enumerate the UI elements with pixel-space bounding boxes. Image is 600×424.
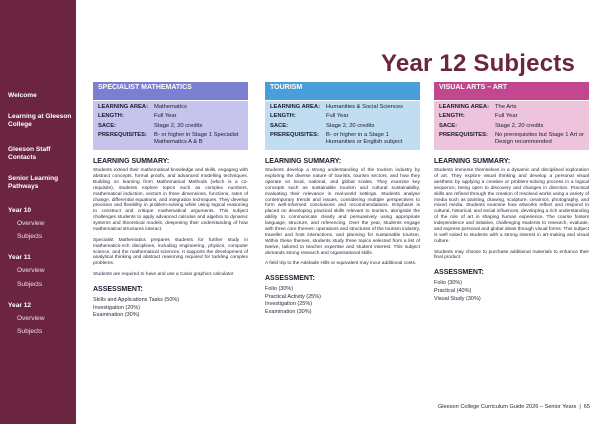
summary-paragraph: Students develop a strong understanding of the tourism industry by exploring the diverse nature of tourists, tourism sectors, and how they operate on local, national, and global scales. They examine key concepts such as sustainable tourism and cultural sustainability, evaluating their relevance in real-world settings. Students analyse contemporary trends and issues, considering multiple perspectives to form well-informed conclusions and recommendations. Emphasis is placed on developing practical skills relevant to tourism, alongside the ability to communicate clearly and persuasively using appropriate language, structure, and referencing. Over the year, students engage with three core themes: operations and structures of the tourism industry, traveller and host interactions, and planning for sustainable tourism. Within these themes, students study three topics selected from a list of twelve, tailored to teacher expertise and student interest. This subject demands strong research and organisational skills. — [265, 168, 420, 256]
footer-separator: | — [579, 404, 581, 410]
assessment-item: Practical Activity (25%) — [265, 293, 321, 300]
sidebar-item-year-11-subjects[interactable]: Subjects — [17, 281, 43, 288]
assessment-heading: ASSESSMENT: — [265, 275, 315, 283]
sidebar-nav — [0, 0, 76, 424]
length-value: Full Year — [495, 113, 518, 120]
prerequisites-value: No prerequisites but Stage 1 Art or Design recommended — [495, 131, 584, 145]
assessment-item: Folio (30%) — [265, 286, 294, 293]
sace-value: Stage 2, 20 credits — [495, 122, 544, 129]
sidebar-item-year-10-overview[interactable]: Overview — [17, 220, 45, 227]
sidebar-item-year-12[interactable]: Year 12 — [8, 302, 32, 309]
sidebar-item-year-11[interactable]: Year 11 — [8, 254, 31, 261]
summary-paragraph: Specialist Mathematics prepares students for further study in mathematics-rich disciplines, including engineering, physics, computer science, and the mathematical sciences. It supports the development of analytical thinking and abstract reasoning required for tackling complex problems. — [93, 237, 248, 267]
subject-card-visual-arts — [434, 82, 589, 303]
sidebar-item-year-12-subjects[interactable]: Subjects — [17, 328, 43, 335]
assessment-item: Investigation (20%) — [93, 304, 141, 311]
learning-summary-heading: LEARNING SUMMARY: — [93, 158, 170, 165]
sace-value: Stage 2, 20 credits — [154, 122, 203, 129]
assessment-item: Skills and Applications Tasks (50%) — [93, 297, 180, 303]
sidebar-item-welcome[interactable]: Welcome — [8, 92, 37, 99]
sidebar-item-senior-pathways[interactable]: Senior Learning Pathways — [8, 175, 59, 190]
assessment-list — [434, 280, 589, 303]
assessment-heading: ASSESSMENT: — [93, 286, 143, 293]
assessment-item: Folio (30%) — [434, 280, 463, 287]
subject-header: SPECIALIST MATHEMATICS — [93, 82, 248, 100]
footer-text: Gleeson College Curriculum Guide 2026 – Senior Years — [437, 404, 577, 410]
prerequisites-value: B- or higher in a Stage 1 Humanities or English subject — [326, 131, 403, 145]
learning-summary-heading: LEARNING SUMMARY: — [265, 158, 342, 165]
length-label: LENGTH: — [439, 113, 465, 120]
prerequisites-label: PREREQUISITES: — [98, 131, 147, 138]
learning-area-label: LEARNING AREA: — [270, 104, 321, 110]
learning-area-value: Mathematics — [154, 104, 187, 110]
prerequisites-label: PREREQUISITES: — [270, 131, 319, 138]
prerequisites-value: B- or higher in Stage 1 Specialist Mathematics A & B — [154, 131, 239, 145]
assessment-heading: ASSESSMENT: — [434, 269, 484, 277]
learning-area-label: LEARNING AREA: — [98, 104, 149, 110]
summary-paragraph: Students extend their mathematical knowledge and skills, engaging with abstract concepts, formal proofs, and advanced modelling techniques. Building on learning from Mathematical Methods (which is a co-requisite), students explore topics such as complex numbers, mathematical induction, vectors in three dimensions, functions, rates of change, differential equations, and integration techniques. They develop precision and flexibility in problem-solving while using logical reasoning to construct and critique mathematical arguments. This subject challenges students to apply advanced calculus and algebra to dynamic systems and theoretical models, deepening their understanding of how mathematical structures interact. — [93, 168, 248, 233]
learning-area-value: The Arts — [495, 104, 517, 110]
page-title: Year 12 Subjects — [381, 50, 575, 78]
subject-info-box — [434, 101, 589, 150]
subject-info-box — [265, 101, 420, 150]
summary-paragraph: Students may choose to purchase additional materials to enhance their final product. — [434, 249, 589, 261]
page-footer — [438, 404, 590, 410]
assessment-item: Investigation (25%) — [265, 301, 313, 308]
sace-value: Stage 2, 20 credits — [326, 122, 375, 129]
sace-label: SACE: — [270, 122, 289, 129]
subject-info-box — [93, 101, 248, 150]
sace-label: SACE: — [439, 122, 458, 129]
summary-paragraph: Students are required to have and use a Casio graphics calculator — [93, 272, 234, 278]
length-value: Full Year — [326, 113, 349, 120]
learning-area-value: Humanities & Social Sciences — [326, 104, 404, 110]
page-number: 65 — [583, 404, 590, 410]
summary-paragraph: Students immerse themselves in a dynamic and disciplined exploration of art. They explore visual thinking and develop a personal visual aesthetic by applying a creative or problem-solving process in a logical sequence, being open to discovery and changes in direction. Practical skills are refined through the creation of resolved works using a variety of media such as painting, drawing, sculpture, ceramics, photography, and mixed media. Students examine how artworks reflect and respond to cultural, historical, and social influences, developing a rich understanding of the role of art in shaping human experience. The course fosters independence and initiative, challenging students to research, evaluate, and express personal and global ideas through visual forms. This subject is well suited to students with a strong interest in art-making and visual culture. — [434, 168, 589, 244]
assessment-item: Examination (30%) — [93, 312, 140, 319]
subject-card-specialist-mathematics — [93, 82, 248, 320]
length-label: LENGTH: — [270, 113, 296, 120]
subject-header: TOURISM — [265, 82, 420, 100]
sace-label: SACE: — [98, 122, 117, 129]
sidebar-item-year-12-overview[interactable]: Overview — [17, 315, 45, 322]
subject-header: VISUAL ARTS – ART — [434, 82, 589, 100]
learning-summary-heading: LEARNING SUMMARY: — [434, 158, 511, 165]
assessment-list — [265, 286, 420, 316]
prerequisites-label: PREREQUISITES: — [439, 131, 488, 138]
assessment-list — [93, 297, 248, 320]
assessment-item: Practical (40%) — [434, 287, 472, 294]
sidebar-item-learning-at-gleeson[interactable]: Learning at Gleeson College — [8, 113, 72, 128]
subject-card-tourism — [265, 82, 420, 317]
length-value: Full Year — [154, 113, 177, 120]
sidebar-item-year-10[interactable]: Year 10 — [8, 207, 32, 214]
summary-paragraph: A field trip to the Adelaide Hills or equivalent may incur additional costs. — [265, 261, 417, 267]
assessment-item: Examination (30%) — [265, 309, 312, 316]
length-label: LENGTH: — [98, 113, 124, 120]
sidebar-item-staff-contacts[interactable]: Gleeson Staff Contacts — [8, 146, 51, 161]
sidebar-item-year-11-overview[interactable]: Overview — [17, 267, 45, 274]
sidebar-item-year-10-subjects[interactable]: Subjects — [17, 233, 43, 240]
assessment-item: Visual Study (30%) — [434, 295, 481, 302]
learning-area-label: LEARNING AREA: — [439, 104, 490, 110]
